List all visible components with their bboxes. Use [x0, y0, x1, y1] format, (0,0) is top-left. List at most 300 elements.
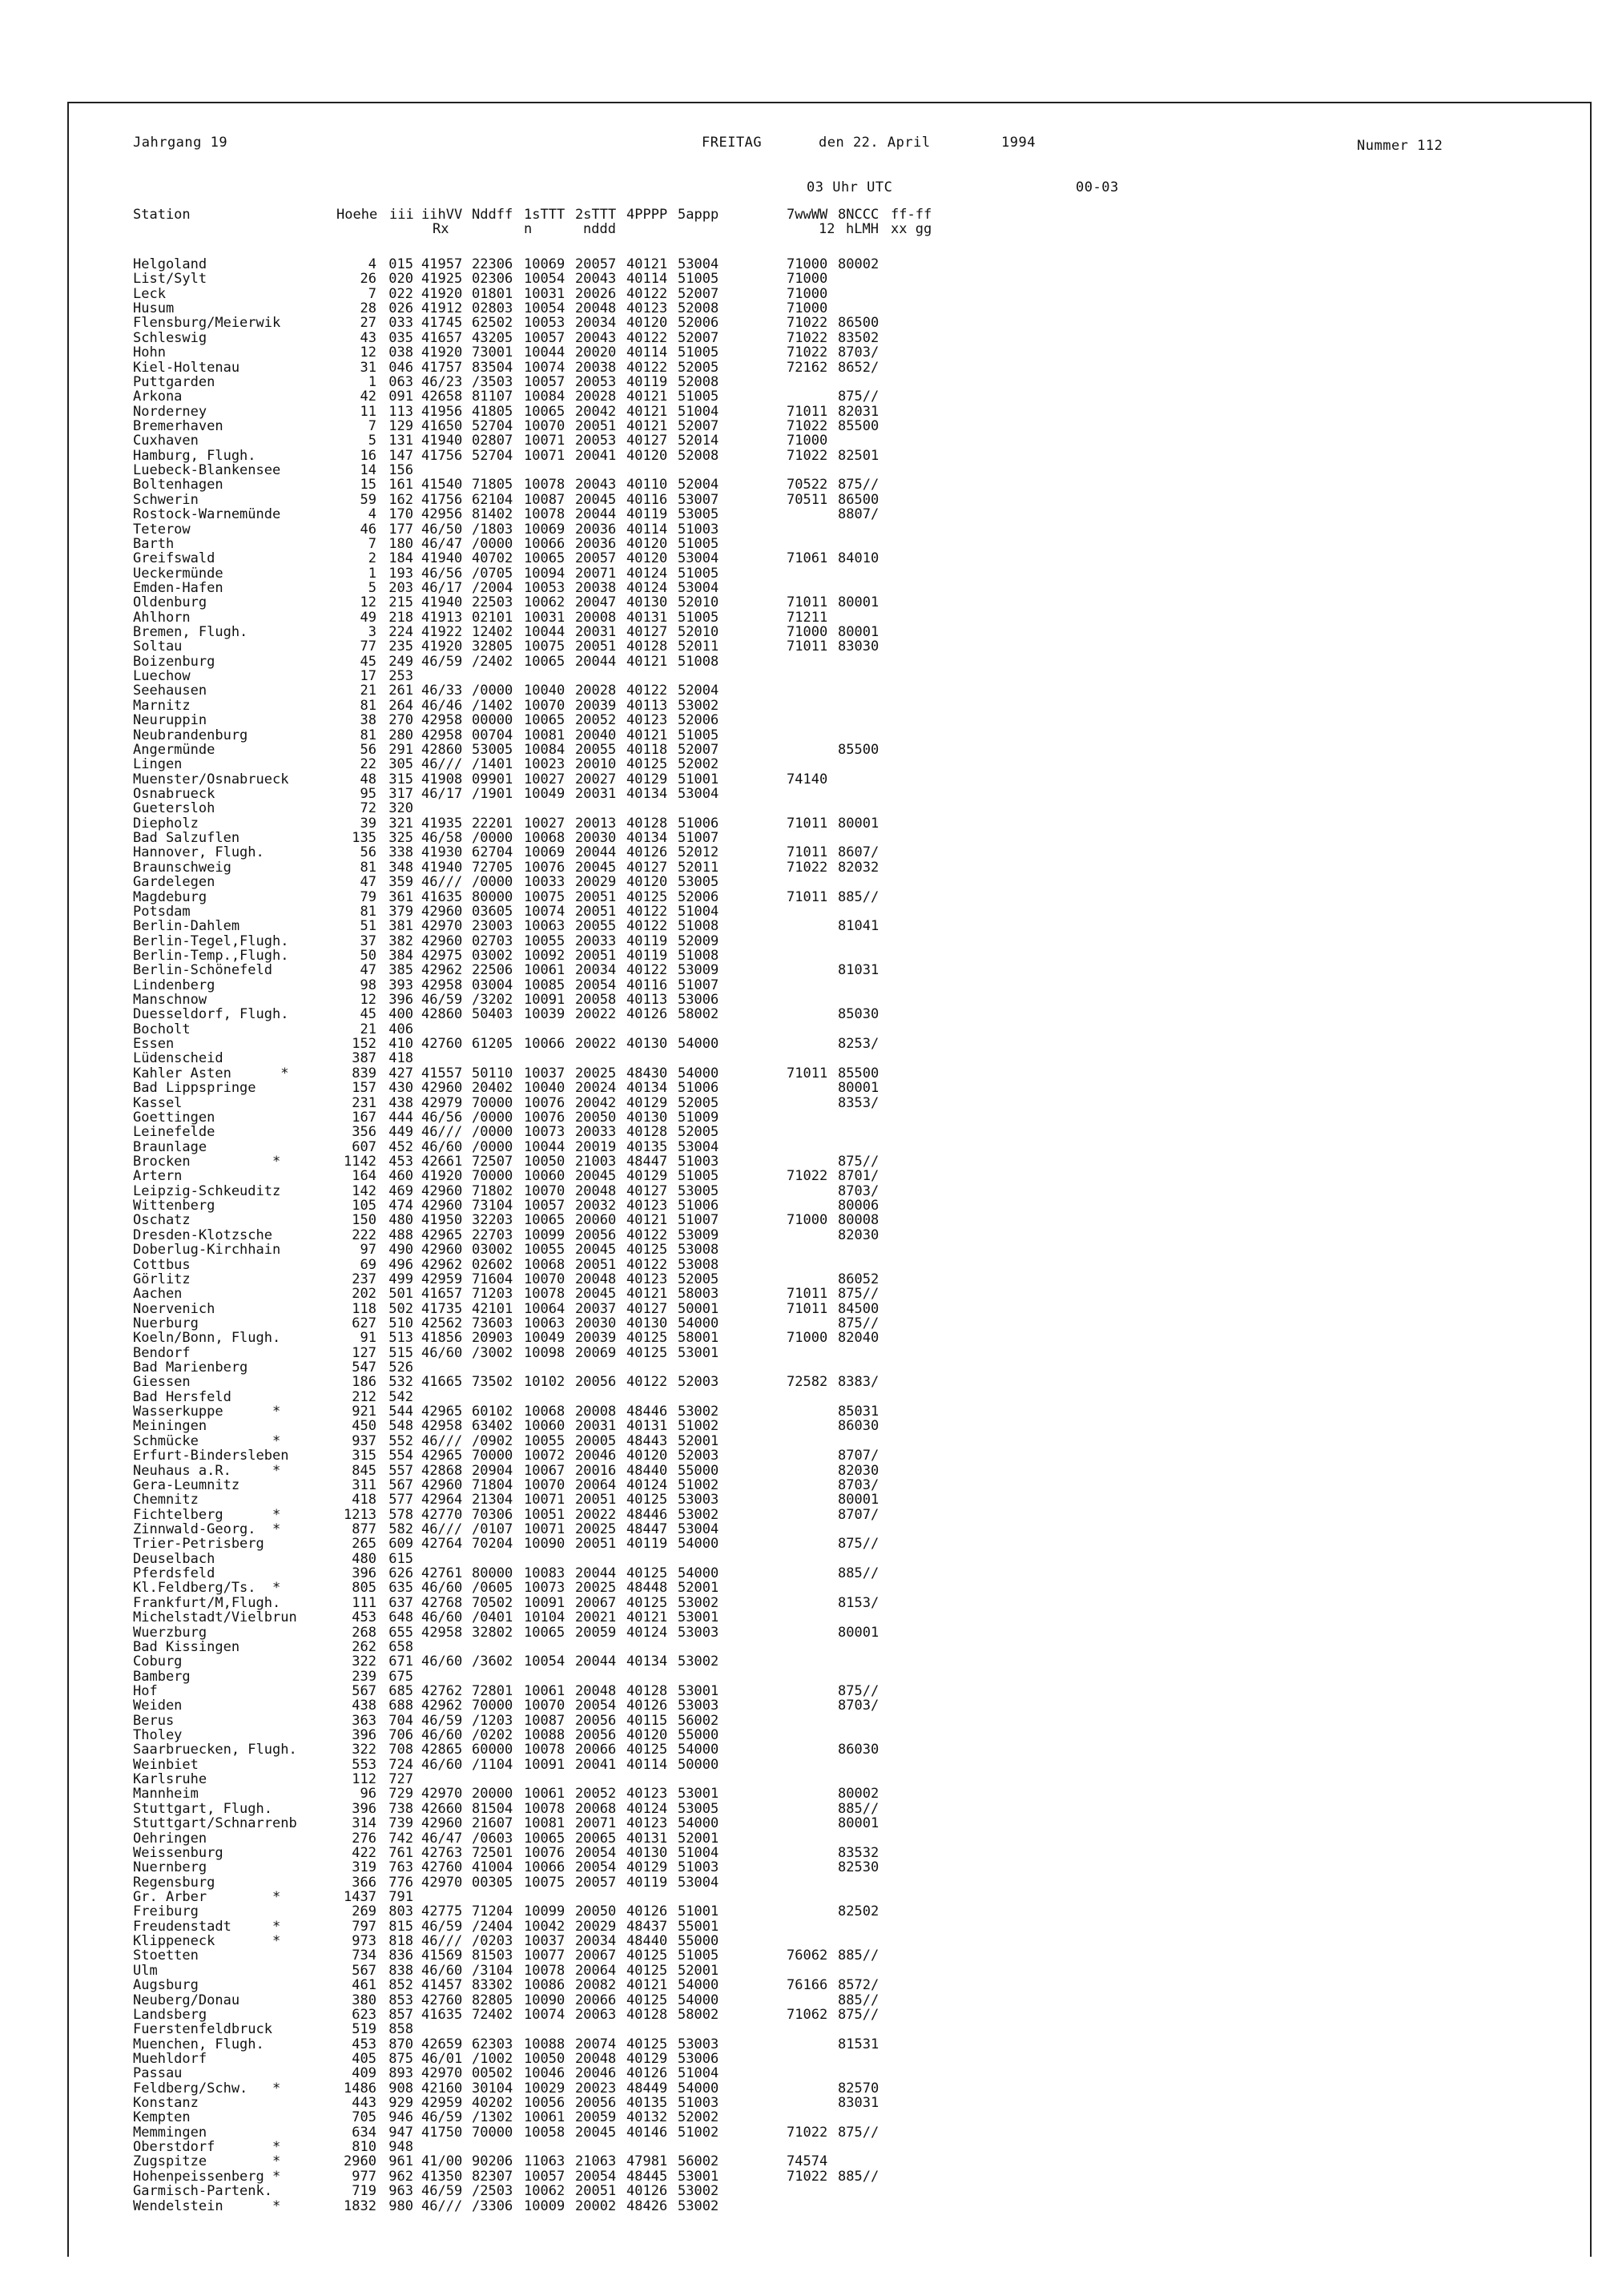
station-name: Nuernberg — [133, 1859, 207, 1876]
station-iii: 675 — [388, 1668, 413, 1685]
group-2sttt: 20064 — [575, 1962, 617, 1979]
group-1sttt: 10076 — [524, 859, 566, 876]
group-2sttt: 20067 — [575, 1594, 617, 1611]
group-nddff: 70000 — [472, 2124, 513, 2141]
group-2sttt: 20031 — [575, 1418, 617, 1435]
station-hoehe: 839 — [352, 1065, 376, 1082]
group-nddff: 22306 — [472, 256, 513, 272]
station-name: Neuberg/Donau — [133, 1992, 240, 2008]
group-1sttt: 10027 — [524, 771, 566, 787]
station-iii: 496 — [388, 1256, 413, 1273]
group-5appp: 51007 — [678, 977, 719, 993]
group-2sttt: 20051 — [575, 1492, 617, 1509]
station-iii: 501 — [388, 1286, 413, 1303]
group-nddff: 20402 — [472, 1080, 513, 1097]
group-4pppp: 40128 — [626, 638, 668, 655]
station-iii: 818 — [388, 1933, 413, 1949]
group-1sttt: 10055 — [524, 932, 566, 949]
station-iii: 449 — [388, 1124, 413, 1141]
group-5appp: 51005 — [678, 1168, 719, 1185]
group-5appp: 52003 — [678, 1448, 719, 1464]
group-2sttt: 20041 — [575, 447, 617, 464]
station-iii: 131 — [388, 433, 413, 449]
station-name: Muenchen, Flugh. — [133, 2036, 264, 2052]
station-iii: 763 — [388, 1859, 413, 1876]
station-iii: 321 — [388, 815, 413, 832]
station-name: Deuselbach — [133, 1550, 215, 1567]
station-iii: 946 — [388, 2109, 413, 2126]
group-5appp: 51003 — [678, 2095, 719, 2111]
group-nddff: 82805 — [472, 1992, 513, 2008]
station-hoehe: 105 — [352, 1198, 376, 1214]
group-5appp: 52011 — [678, 859, 719, 876]
station-hoehe: 28 — [360, 300, 376, 317]
station-hoehe: 1832 — [344, 2197, 376, 2214]
group-nddff: 00704 — [472, 727, 513, 743]
station-name: Oschatz — [133, 1212, 191, 1229]
station-hoehe: 453 — [352, 1609, 376, 1626]
group-7wwww: 71011 — [787, 403, 828, 420]
group-iihvv: 41/00 — [421, 2153, 463, 2170]
station-hoehe: 111 — [352, 1594, 376, 1611]
station-hoehe: 396 — [352, 1800, 376, 1817]
group-iihvv: 41569 — [421, 1948, 463, 1964]
group-2sttt: 20047 — [575, 594, 617, 611]
station-hoehe: 480 — [352, 1550, 376, 1567]
station-name: Boizenburg — [133, 653, 215, 670]
group-5appp: 51004 — [678, 903, 719, 920]
group-7wwww: 71022 — [787, 2124, 828, 2141]
station-name: Muenster/Osnabrueck — [133, 771, 289, 787]
group-4pppp: 40120 — [626, 315, 668, 332]
station-iii: 427 — [388, 1065, 413, 1082]
group-iihvv: 46/50 — [421, 521, 463, 538]
station-iii: 708 — [388, 1742, 413, 1758]
station-iii: 430 — [388, 1080, 413, 1097]
station-hoehe: 356 — [352, 1124, 376, 1141]
group-iihvv: 41920 — [421, 344, 463, 361]
group-4pppp: 40130 — [626, 1315, 668, 1331]
group-5appp: 52008 — [678, 373, 719, 390]
station-iii: 655 — [388, 1624, 413, 1641]
station-hoehe: 14 — [360, 462, 376, 478]
group-2sttt: 20056 — [575, 1227, 617, 1243]
group-2sttt: 21003 — [575, 1154, 617, 1170]
station-iii: 480 — [388, 1212, 413, 1229]
station-hoehe: 50 — [360, 947, 376, 964]
group-2sttt: 20029 — [575, 1918, 617, 1935]
station-hoehe: 11 — [360, 403, 376, 420]
station-hoehe: 845 — [352, 1462, 376, 1479]
group-5appp: 52007 — [678, 741, 719, 758]
station-hoehe: 719 — [352, 2183, 376, 2200]
group-2sttt: 20059 — [575, 1624, 617, 1641]
group-4pppp: 40129 — [626, 2050, 668, 2067]
group-nddff: 73603 — [472, 1315, 513, 1331]
period-label: 00-03 — [1076, 179, 1119, 195]
group-8nccc: 8707/ — [838, 1506, 879, 1523]
station-name: Gera-Leumnitz — [133, 1476, 240, 1493]
group-nddff: /0000 — [472, 874, 513, 891]
group-4pppp: 40128 — [626, 1682, 668, 1699]
group-2sttt: 20051 — [575, 638, 617, 655]
group-5appp: 52008 — [678, 447, 719, 464]
station-iii: 038 — [388, 344, 413, 361]
group-5appp: 50001 — [678, 1300, 719, 1317]
station-name: Ueckermünde — [133, 565, 223, 582]
group-5appp: 58001 — [678, 1330, 719, 1347]
group-4pppp: 40119 — [626, 932, 668, 949]
group-iihvv: 42775 — [421, 1903, 463, 1920]
group-1sttt: 10071 — [524, 433, 566, 449]
group-iihvv: 42965 — [421, 1227, 463, 1243]
station-iii: 502 — [388, 1300, 413, 1317]
station-name: Teterow — [133, 521, 191, 538]
group-1sttt: 10075 — [524, 638, 566, 655]
group-1sttt: 10091 — [524, 1756, 566, 1773]
group-4pppp: 40125 — [626, 1565, 668, 1581]
group-nddff: 00502 — [472, 2065, 513, 2082]
station-hoehe: 7 — [368, 418, 376, 434]
group-1sttt: 10050 — [524, 1154, 566, 1170]
group-iihvv: 41920 — [421, 638, 463, 655]
group-nddff: /2402 — [472, 653, 513, 670]
group-5appp: 58003 — [678, 1286, 719, 1303]
station-iii: 635 — [388, 1580, 413, 1597]
station-iii: 474 — [388, 1198, 413, 1214]
group-4pppp: 40130 — [626, 594, 668, 611]
group-nddff: 42101 — [472, 1300, 513, 1317]
station-hoehe: 4 — [368, 506, 376, 523]
group-nddff: /0203 — [472, 1933, 513, 1949]
group-7wwww: 71000 — [787, 1212, 828, 1229]
group-8nccc: 81041 — [838, 918, 879, 935]
group-5appp: 53004 — [678, 1521, 719, 1537]
group-7wwww: 71022 — [787, 1168, 828, 1185]
station-name: Berlin-Dahlem — [133, 918, 240, 935]
group-2sttt: 20034 — [575, 962, 617, 979]
station-iii: 381 — [388, 918, 413, 935]
station-name: Bad Kissingen — [133, 1638, 240, 1655]
group-1sttt: 10094 — [524, 565, 566, 582]
group-iihvv: 46/60 — [421, 1580, 463, 1597]
group-8nccc: 81031 — [838, 962, 879, 979]
station-name: Osnabrueck — [133, 786, 215, 802]
group-2sttt: 20056 — [575, 1727, 617, 1743]
station-iii: 870 — [388, 2036, 413, 2052]
group-nddff: 71203 — [472, 1286, 513, 1303]
group-iihvv: 42960 — [421, 932, 463, 949]
station-iii: 396 — [388, 992, 413, 1008]
station-name: Freudenstadt * — [133, 1918, 281, 1935]
station-iii: 742 — [388, 1830, 413, 1847]
group-2sttt: 20065 — [575, 1830, 617, 1847]
group-5appp: 53004 — [678, 550, 719, 567]
station-iii: 626 — [388, 1565, 413, 1581]
station-hoehe: 3 — [368, 624, 376, 640]
station-hoehe: 409 — [352, 2065, 376, 2082]
group-2sttt: 20023 — [575, 2080, 617, 2097]
group-iihvv: 46/60 — [421, 1962, 463, 1979]
group-nddff: 00305 — [472, 1874, 513, 1891]
group-iihvv: 41930 — [421, 844, 463, 861]
group-5appp: 53004 — [678, 1138, 719, 1155]
group-iihvv: 42960 — [421, 1815, 463, 1832]
group-2sttt: 20050 — [575, 1109, 617, 1126]
group-iihvv: 41756 — [421, 491, 463, 508]
station-hoehe: 797 — [352, 1918, 376, 1935]
group-2sttt: 20051 — [575, 418, 617, 434]
station-name: Saarbruecken, Flugh. — [133, 1742, 297, 1758]
group-nddff: 52704 — [472, 418, 513, 434]
group-2sttt: 20048 — [575, 1682, 617, 1699]
group-5appp: 52006 — [678, 888, 719, 905]
station-hoehe: 47 — [360, 962, 376, 979]
station-iii: 161 — [388, 477, 413, 493]
station-iii: 980 — [388, 2197, 413, 2214]
group-nddff: 71805 — [472, 477, 513, 493]
group-1sttt: 10054 — [524, 1654, 566, 1670]
group-1sttt: 10065 — [524, 550, 566, 567]
group-iihvv: 42956 — [421, 506, 463, 523]
group-1sttt: 10040 — [524, 1080, 566, 1097]
group-4pppp: 40123 — [626, 1198, 668, 1214]
station-hoehe: 81 — [360, 697, 376, 714]
station-iii: 264 — [388, 697, 413, 714]
group-2sttt: 21063 — [575, 2153, 617, 2170]
station-hoehe: 396 — [352, 1565, 376, 1581]
group-7wwww: 71000 — [787, 433, 828, 449]
station-name: Lüdenscheid — [133, 1050, 223, 1067]
group-5appp: 53002 — [678, 697, 719, 714]
station-hoehe: 95 — [360, 786, 376, 802]
col-rx: Rx — [433, 221, 449, 237]
group-5appp: 52007 — [678, 418, 719, 434]
group-4pppp: 40125 — [626, 1344, 668, 1361]
station-name: Chemnitz — [133, 1492, 199, 1509]
group-5appp: 52012 — [678, 844, 719, 861]
group-iihvv: 42960 — [421, 1476, 463, 1493]
station-hoehe: 17 — [360, 668, 376, 685]
group-8nccc: 80001 — [838, 1815, 879, 1832]
station-iii: 671 — [388, 1654, 413, 1670]
group-1sttt: 10066 — [524, 535, 566, 552]
group-4pppp: 47981 — [626, 2153, 668, 2170]
group-1sttt: 10075 — [524, 1874, 566, 1891]
group-5appp: 53003 — [678, 1698, 719, 1714]
station-name: Bad Marienberg — [133, 1359, 248, 1376]
group-4pppp: 40130 — [626, 1844, 668, 1861]
station-iii: 552 — [388, 1432, 413, 1449]
group-5appp: 51006 — [678, 1080, 719, 1097]
group-4pppp: 48445 — [626, 2168, 668, 2185]
group-1sttt: 10050 — [524, 2050, 566, 2067]
group-5appp: 52011 — [678, 638, 719, 655]
station-iii: 739 — [388, 1815, 413, 1832]
group-5appp: 53008 — [678, 1256, 719, 1273]
group-5appp: 53003 — [678, 2036, 719, 2052]
station-iii: 215 — [388, 594, 413, 611]
group-nddff: 70000 — [472, 1094, 513, 1111]
group-iihvv: 42960 — [421, 1080, 463, 1097]
group-8nccc: 8703/ — [838, 344, 879, 361]
station-hoehe: 276 — [352, 1830, 376, 1847]
station-hoehe: 12 — [360, 594, 376, 611]
station-hoehe: 31 — [360, 359, 376, 376]
group-5appp: 55000 — [678, 1933, 719, 1949]
col-station: Station — [133, 207, 191, 223]
group-4pppp: 48449 — [626, 2080, 668, 2097]
station-hoehe: 396 — [352, 1727, 376, 1743]
group-4pppp: 40120 — [626, 1448, 668, 1464]
group-7wwww: 71000 — [787, 271, 828, 288]
station-name: List/Sylt — [133, 271, 207, 288]
group-4pppp: 40125 — [626, 1962, 668, 1979]
group-1sttt: 10066 — [524, 1036, 566, 1053]
station-name: Oldenburg — [133, 594, 207, 611]
group-1sttt: 10054 — [524, 271, 566, 288]
group-8nccc: 8652/ — [838, 359, 879, 376]
station-hoehe: 15 — [360, 477, 376, 493]
group-1sttt: 10065 — [524, 1624, 566, 1641]
group-8nccc: 80001 — [838, 1492, 879, 1509]
station-hoehe: 319 — [352, 1859, 376, 1876]
col-hoehe: Hoehe — [336, 207, 378, 223]
station-hoehe: 212 — [352, 1388, 376, 1405]
group-iihvv: 41557 — [421, 1065, 463, 1082]
group-iihvv: 41665 — [421, 1374, 463, 1391]
group-5appp: 52008 — [678, 300, 719, 317]
group-2sttt: 20027 — [575, 771, 617, 787]
station-iii: 544 — [388, 1404, 413, 1420]
group-2sttt: 20044 — [575, 1654, 617, 1670]
group-8nccc: 80001 — [838, 594, 879, 611]
station-name: Braunlage — [133, 1138, 207, 1155]
group-1sttt: 10077 — [524, 1948, 566, 1964]
station-iii: 724 — [388, 1756, 413, 1773]
station-name: Zinnwald-Georg. * — [133, 1521, 281, 1537]
group-1sttt: 10042 — [524, 1918, 566, 1935]
group-2sttt: 20071 — [575, 565, 617, 582]
group-5appp: 51001 — [678, 1903, 719, 1920]
group-2sttt: 20051 — [575, 2183, 617, 2200]
station-name: Schleswig — [133, 329, 207, 346]
group-5appp: 52002 — [678, 2109, 719, 2126]
group-1sttt: 10027 — [524, 815, 566, 832]
group-7wwww: 71011 — [787, 1286, 828, 1303]
station-hoehe: 21 — [360, 1021, 376, 1037]
group-nddff: 83302 — [472, 1977, 513, 1994]
group-8nccc: 885// — [838, 1992, 879, 2008]
station-name: Hamburg, Flugh. — [133, 447, 256, 464]
col-iii: iii — [389, 207, 414, 223]
group-nddff: 72402 — [472, 2006, 513, 2023]
group-nddff: 70000 — [472, 1448, 513, 1464]
group-nddff: 83504 — [472, 359, 513, 376]
station-hoehe: 127 — [352, 1344, 376, 1361]
group-1sttt: 10078 — [524, 477, 566, 493]
group-iihvv: 41635 — [421, 2006, 463, 2023]
station-name: Michelstadt/Vielbrun — [133, 1609, 297, 1626]
group-1sttt: 10046 — [524, 2065, 566, 2082]
group-1sttt: 10053 — [524, 315, 566, 332]
station-name: Brocken * — [133, 1154, 281, 1170]
group-1sttt: 10060 — [524, 1168, 566, 1185]
group-iihvv: 41856 — [421, 1330, 463, 1347]
group-5appp: 50000 — [678, 1756, 719, 1773]
station-name: Goettingen — [133, 1109, 215, 1126]
station-name: Duesseldorf, Flugh. — [133, 1006, 289, 1023]
group-1sttt: 10063 — [524, 1315, 566, 1331]
station-name: Soltau — [133, 638, 183, 655]
group-4pppp: 40134 — [626, 830, 668, 846]
group-nddff: /2503 — [472, 2183, 513, 2200]
group-4pppp: 40135 — [626, 2095, 668, 2111]
station-iii: 815 — [388, 1918, 413, 1935]
group-4pppp: 40127 — [626, 624, 668, 640]
group-4pppp: 40123 — [626, 1786, 668, 1803]
group-2sttt: 20038 — [575, 359, 617, 376]
station-name: Berus — [133, 1712, 175, 1729]
group-1sttt: 11063 — [524, 2153, 566, 2170]
group-1sttt: 10081 — [524, 727, 566, 743]
group-8nccc: 875// — [838, 1286, 879, 1303]
group-8nccc: 8703/ — [838, 1698, 879, 1714]
station-hoehe: 157 — [352, 1080, 376, 1097]
group-1sttt: 10084 — [524, 741, 566, 758]
group-1sttt: 10068 — [524, 1404, 566, 1420]
station-name: Luechow — [133, 668, 191, 685]
station-name: Weinbiet — [133, 1756, 199, 1773]
station-name: Norderney — [133, 403, 207, 420]
group-iihvv: 41912 — [421, 300, 463, 317]
group-nddff: 70306 — [472, 1506, 513, 1523]
group-8nccc: 86500 — [838, 315, 879, 332]
station-name: Potsdam — [133, 903, 191, 920]
group-1sttt: 10049 — [524, 786, 566, 802]
station-hoehe: 16 — [360, 447, 376, 464]
group-1sttt: 10065 — [524, 403, 566, 420]
group-2sttt: 20022 — [575, 1036, 617, 1053]
group-1sttt: 10086 — [524, 1977, 566, 1994]
station-name: Bocholt — [133, 1021, 191, 1037]
group-iihvv: 42760 — [421, 1036, 463, 1053]
group-iihvv: 42661 — [421, 1154, 463, 1170]
group-nddff: /0202 — [472, 1727, 513, 1743]
group-5appp: 52009 — [678, 932, 719, 949]
group-nddff: /0605 — [472, 1580, 513, 1597]
group-nddff: 90206 — [472, 2153, 513, 2170]
station-hoehe: 45 — [360, 653, 376, 670]
group-1sttt: 10029 — [524, 2080, 566, 2097]
group-nddff: 60000 — [472, 1742, 513, 1758]
group-1sttt: 10072 — [524, 1448, 566, 1464]
station-hoehe: 81 — [360, 859, 376, 876]
group-4pppp: 48446 — [626, 1404, 668, 1420]
group-nddff: 02807 — [472, 433, 513, 449]
group-4pppp: 40125 — [626, 1594, 668, 1611]
station-iii: 063 — [388, 373, 413, 390]
station-name: Stuttgart, Flugh. — [133, 1800, 272, 1817]
group-2sttt: 20071 — [575, 1815, 617, 1832]
group-5appp: 56002 — [678, 2153, 719, 2170]
station-iii: 193 — [388, 565, 413, 582]
group-4pppp: 40110 — [626, 477, 668, 493]
group-5appp: 51005 — [678, 389, 719, 405]
station-hoehe: 805 — [352, 1580, 376, 1597]
col-xxgg: xx gg — [891, 221, 932, 237]
station-name: Dresden-Klotzsche — [133, 1227, 272, 1243]
